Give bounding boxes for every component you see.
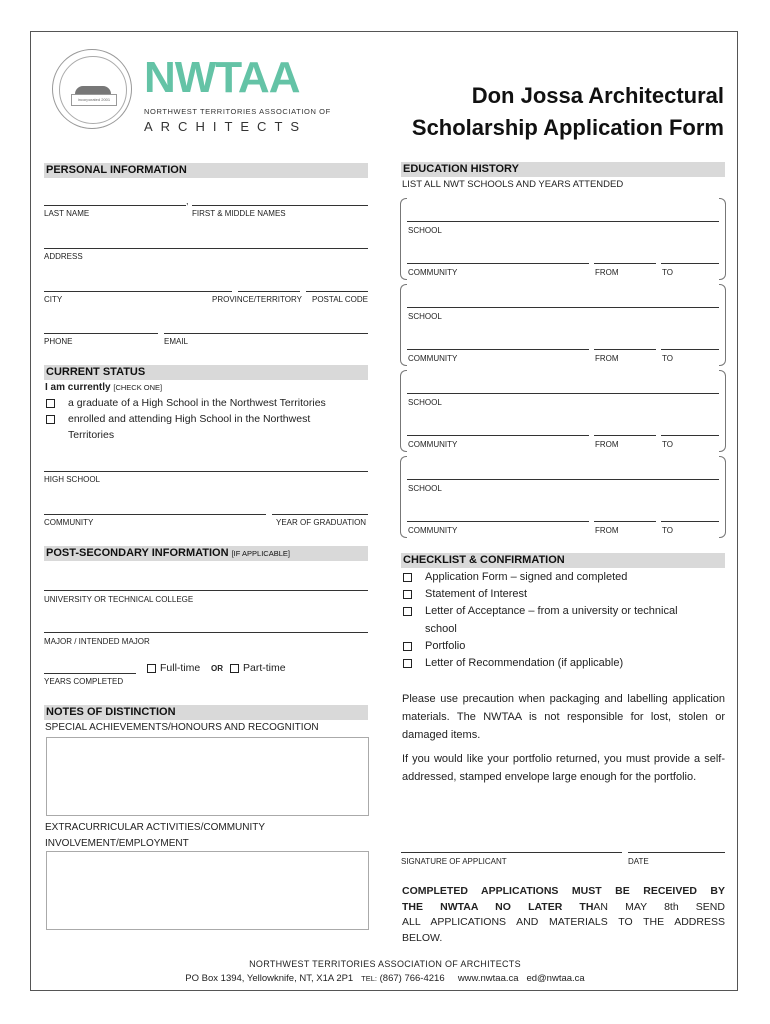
community-label: COMMUNITY bbox=[408, 440, 458, 449]
entry-bracket-right bbox=[719, 456, 726, 538]
school-field[interactable] bbox=[407, 393, 719, 394]
school-label: SCHOOL bbox=[408, 312, 442, 321]
years-completed-label: YEARS COMPLETED bbox=[44, 677, 124, 686]
letter-recommendation-checkbox[interactable] bbox=[403, 659, 412, 668]
to-label: TO bbox=[662, 440, 673, 449]
entry-bracket-left bbox=[400, 198, 407, 280]
form-title bbox=[324, 80, 724, 144]
to-label: TO bbox=[662, 354, 673, 363]
entry-bracket-right bbox=[719, 198, 726, 280]
from-field[interactable] bbox=[594, 435, 656, 436]
from-label: FROM bbox=[595, 440, 619, 449]
email-label: EMAIL bbox=[164, 337, 189, 346]
deadline-line2-rest: AN MAY 8th SEND bbox=[593, 900, 725, 913]
distinction-heading: NOTES OF DISTINCTION bbox=[44, 705, 368, 720]
application-form-label: Application Form – signed and completed bbox=[425, 571, 628, 583]
graduation-year-field[interactable] bbox=[272, 514, 368, 515]
community-field[interactable] bbox=[407, 349, 589, 350]
footer-email-link[interactable]: ed@nwtaa.ca bbox=[526, 973, 585, 984]
to-label: TO bbox=[662, 526, 673, 535]
nwtaa-logo-architects: ARCHITECTS bbox=[144, 119, 308, 134]
signature-field[interactable] bbox=[401, 852, 622, 853]
school-label: SCHOOL bbox=[408, 398, 442, 407]
deadline-line4: BELOW. bbox=[402, 931, 443, 944]
name-separator: , bbox=[186, 196, 189, 206]
extracurricular-label-line2: INVOLVEMENT/EMPLOYMENT bbox=[45, 838, 189, 849]
community-label: COMMUNITY bbox=[408, 354, 458, 363]
phone-field[interactable] bbox=[44, 333, 158, 334]
first-name-field[interactable] bbox=[192, 205, 368, 206]
portfolio-return-note: If you would like your portfolio returned, you must provide a self-addressed, stamped envelope large enough for the portfolio. bbox=[402, 753, 725, 783]
signature-label: SIGNATURE OF APPLICANT bbox=[401, 857, 507, 866]
special-achievements-box[interactable] bbox=[46, 737, 369, 816]
check-one-note: [CHECK ONE] bbox=[113, 383, 163, 392]
post-secondary-heading bbox=[44, 546, 368, 561]
school-label: SCHOOL bbox=[408, 226, 442, 235]
statement-interest-label: Statement of Interest bbox=[425, 588, 528, 600]
statement-interest-checkbox[interactable] bbox=[403, 590, 412, 599]
entry-bracket-left bbox=[400, 456, 407, 538]
or-label: OR bbox=[211, 664, 223, 673]
entry-bracket-left bbox=[400, 284, 407, 366]
graduate-checkbox[interactable] bbox=[46, 399, 55, 408]
enrolled-option-label-cont: Territories bbox=[68, 429, 115, 441]
province-label: PROVINCE/TERRITORY bbox=[212, 295, 302, 304]
footer-tel-label: TEL: bbox=[361, 974, 377, 983]
from-label: FROM bbox=[595, 526, 619, 535]
nwtaa-logo-fullname: NORTHWEST TERRITORIES ASSOCIATION OF bbox=[144, 107, 331, 116]
to-field[interactable] bbox=[661, 263, 719, 264]
if-applicable-note: [IF APPLICABLE] bbox=[231, 549, 290, 558]
part-time-label: Part-time bbox=[243, 662, 286, 674]
community-field[interactable] bbox=[407, 521, 589, 522]
footer-phone: (867) 766-4216 bbox=[379, 973, 445, 984]
post-secondary-heading-text: POST-SECONDARY INFORMATION bbox=[46, 547, 229, 559]
current-status-heading: CURRENT STATUS bbox=[44, 365, 368, 380]
footer-website-link[interactable]: www.nwtaa.ca bbox=[457, 973, 519, 984]
last-name-field[interactable] bbox=[44, 205, 186, 206]
enrolled-checkbox[interactable] bbox=[46, 415, 55, 424]
from-field[interactable] bbox=[594, 263, 656, 264]
address-field[interactable] bbox=[44, 248, 368, 249]
application-form-checkbox[interactable] bbox=[403, 573, 412, 582]
status-intro-text: I am currently bbox=[45, 382, 111, 393]
deadline-line2 bbox=[402, 900, 725, 916]
school-field[interactable] bbox=[407, 479, 719, 480]
seal-band-text: incorporated 2001 bbox=[71, 94, 117, 106]
graduate-option-label: a graduate of a High School in the Northwest Territories bbox=[68, 397, 326, 409]
first-name-label: FIRST & MIDDLE NAMES bbox=[192, 209, 286, 218]
school-label: SCHOOL bbox=[408, 484, 442, 493]
university-label: UNIVERSITY OR TECHNICAL COLLEGE bbox=[44, 595, 194, 604]
high-school-label: HIGH SCHOOL bbox=[44, 475, 101, 484]
community-label: COMMUNITY bbox=[408, 268, 458, 277]
association-seal-logo bbox=[52, 49, 132, 129]
to-field[interactable] bbox=[661, 349, 719, 350]
to-label: TO bbox=[662, 268, 673, 277]
letter-acceptance-label: Letter of Acceptance – from a university or technical bbox=[425, 605, 678, 617]
email-field[interactable] bbox=[164, 333, 368, 334]
checklist-heading: CHECKLIST & CONFIRMATION bbox=[401, 553, 725, 568]
deadline-line3: ALL APPLICATIONS AND MATERIALS TO THE ADDRESS bbox=[402, 916, 725, 928]
education-history-subheading: LIST ALL NWT SCHOOLS AND YEARS ATTENDED bbox=[402, 179, 624, 190]
entry-bracket-right bbox=[719, 284, 726, 366]
form-title-line2: Scholarship Application Form bbox=[411, 115, 724, 140]
date-field[interactable] bbox=[628, 852, 725, 853]
portfolio-checkbox[interactable] bbox=[403, 642, 412, 651]
deadline-notice bbox=[402, 884, 725, 946]
graduation-year-label: YEAR OF GRADUATION bbox=[276, 518, 367, 527]
major-field[interactable] bbox=[44, 632, 368, 633]
special-achievements-label: SPECIAL ACHIEVEMENTS/HONOURS AND RECOGNITION bbox=[45, 722, 319, 733]
footer-contact bbox=[0, 973, 770, 984]
address-label: ADDRESS bbox=[44, 252, 83, 261]
full-time-checkbox[interactable] bbox=[147, 664, 156, 673]
extracurricular-box[interactable] bbox=[46, 851, 369, 930]
postal-code-field[interactable] bbox=[306, 291, 368, 292]
phone-label: PHONE bbox=[44, 337, 73, 346]
footer-organization: NORTHWEST TERRITORIES ASSOCIATION OF ARCHITECTS bbox=[249, 959, 521, 969]
footer-address: PO Box 1394, Yellowknife, NT, X1A 2P1 bbox=[185, 973, 354, 984]
form-title-line1: Don Jossa Architectural bbox=[471, 83, 724, 108]
from-field[interactable] bbox=[594, 521, 656, 522]
community-label: COMMUNITY bbox=[408, 526, 458, 535]
part-time-checkbox[interactable] bbox=[230, 664, 239, 673]
province-field[interactable] bbox=[238, 291, 300, 292]
from-field[interactable] bbox=[594, 349, 656, 350]
years-completed-field[interactable] bbox=[44, 673, 136, 674]
letter-acceptance-checkbox[interactable] bbox=[403, 607, 412, 616]
entry-bracket-right bbox=[719, 370, 726, 452]
letter-acceptance-label-cont: school bbox=[425, 623, 457, 635]
deadline-line2-bold: THE NWTAA NO LATER TH bbox=[402, 900, 594, 913]
community-field[interactable] bbox=[407, 263, 589, 264]
major-label: MAJOR / INTENDED MAJOR bbox=[44, 637, 150, 646]
personal-info-heading: PERSONAL INFORMATION bbox=[44, 163, 368, 178]
portfolio-label: Portfolio bbox=[425, 640, 466, 652]
school-field[interactable] bbox=[407, 307, 719, 308]
high-school-field[interactable] bbox=[44, 471, 368, 472]
enrolled-option-label: enrolled and attending High School in the Northwest bbox=[68, 413, 311, 425]
city-field[interactable] bbox=[44, 291, 232, 292]
to-field[interactable] bbox=[661, 521, 719, 522]
entry-bracket-left bbox=[400, 370, 407, 452]
community-field[interactable] bbox=[407, 435, 589, 436]
from-label: FROM bbox=[595, 268, 619, 277]
hs-community-label: COMMUNITY bbox=[44, 518, 94, 527]
city-label: CITY bbox=[44, 295, 63, 304]
last-name-label: LAST NAME bbox=[44, 209, 90, 218]
status-intro bbox=[45, 382, 162, 393]
nwtaa-logo-text: NWTAA bbox=[144, 53, 300, 102]
date-label: DATE bbox=[628, 857, 649, 866]
education-history-heading: EDUCATION HISTORY bbox=[401, 162, 725, 177]
to-field[interactable] bbox=[661, 435, 719, 436]
university-field[interactable] bbox=[44, 590, 368, 591]
full-time-label: Full-time bbox=[160, 662, 201, 674]
letter-recommendation-label: Letter of Recommendation (if applicable) bbox=[425, 657, 624, 669]
school-field[interactable] bbox=[407, 221, 719, 222]
hs-community-field[interactable] bbox=[44, 514, 266, 515]
from-label: FROM bbox=[595, 354, 619, 363]
precaution-note: Please use precaution when packaging and labelling application materials. The NWTAA is not responsible for lost, stolen or damaged items. bbox=[402, 693, 725, 741]
deadline-line1: COMPLETED APPLICATIONS MUST BE RECEIVED BY bbox=[402, 885, 725, 897]
extracurricular-label-line1: EXTRACURRICULAR ACTIVITIES/COMMUNITY bbox=[45, 822, 266, 833]
postal-code-label: POSTAL CODE bbox=[312, 295, 369, 304]
